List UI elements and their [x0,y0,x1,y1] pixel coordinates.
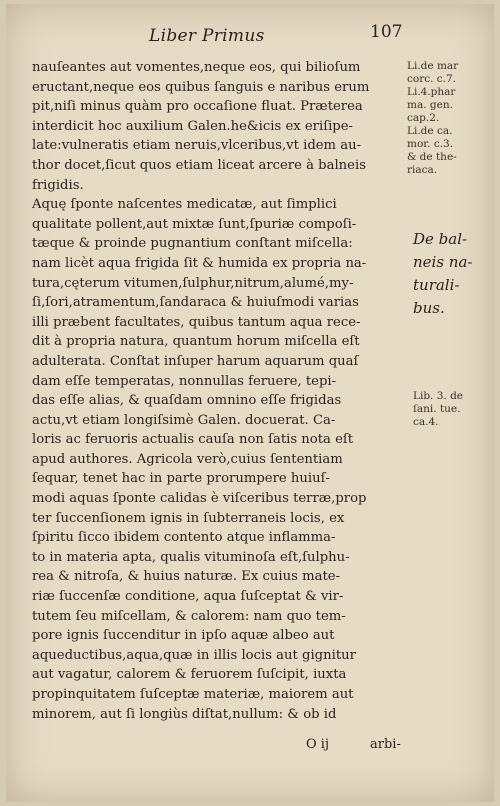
text-line: loris ac feruoris actualis cauſa non ſatis nota eſt [32,432,354,448]
text-line: frigidis. [32,177,84,193]
text-line: illi præbent facultates, quibus tantum aqua rece- [32,314,361,330]
text-line: aqueductibus,aqua,quæ in illis locis aut gignitur [32,647,356,663]
text-line: qualitate pollent,aut mixtæ ſunt,ſpuriæ compoſi- [32,216,357,232]
text-line: thor docet,ſicut quos etiam liceat arcere à balneis [32,157,366,173]
text-line: propinquitatem ſuſceptæ materiæ, maiorem aut [32,687,354,702]
text-line: nauſeantes aut vomentes,neque eos, qui bilioſum [32,60,361,75]
running-head: Liber Primus [149,26,265,46]
margin-line: Li.4.phar [407,86,456,98]
text-line: interdicit hoc auxilium Galen.he&icis ex eriſipe- [32,118,354,134]
text-line: to in materia apta, qualis vituminoſa eſt,ſulphu- [32,549,350,565]
margin-line: neis na- [413,253,473,271]
text-line: ſequar, tenet hac in parte prorumpere huiuſ- [32,471,330,487]
text-line: minorem, aut ſi longiùs diſtat,nullum: & ob id [32,706,337,722]
margin-line: & de the- [407,151,457,163]
margin-line: Lib. 3. de [413,390,464,402]
text-line: modi aquas ſponte calidas è viſceribus terræ,prop [32,491,367,507]
text-line: das eſſe alias, & quaſdam omnino eſſe frigidas [32,393,342,409]
text-line: nam licèt aqua frigida ſit & humida ex propria na- [32,255,367,271]
margin-line: bus. [413,299,445,317]
text-line: tura,cęterum vitumen,ſulphur,nitrum,alumé,my- [32,275,354,291]
text-line: rea & nitroſa, & huius naturæ. Ex cuius mate- [32,569,341,585]
text-line: aut vagatur, calorem & feruorem ſuſcipit, iuxta [32,667,347,683]
text-line: ter ſuccenſionem ignis in ſubterraneis locis, ex [32,510,345,526]
page-number: 107 [370,22,403,42]
text-line: actu,vt etiam longiſsimè Galen. docuerat. Ca- [32,412,336,428]
text-line: tæque & proinde pugnantium conſtant miſcella: [32,236,353,252]
text-line: late:vulneratis etiam neruis,vlceribus,vt idem au- [32,138,362,154]
catchword: arbi- [370,737,401,752]
margin-line: mor. c.3. [407,138,454,150]
text-line: eructant,neque eos quibus ſanguis e naribus erum [32,79,370,95]
text-line: adulterata. Conſtat inſuper harum aquarum quaſ [32,353,359,369]
margin-line: corc. c.7. [407,73,457,85]
page [6,4,494,802]
text-line: Aquę ſponte naſcentes medicatæ, aut ſimplici [32,197,337,213]
text-line: riæ ſuccenſæ conditione, aqua ſuſceptat & vir- [32,589,344,605]
text-line: ſi,ſori,atramentum,ſandaraca & huiuſmodi varias [32,295,359,311]
text-line: apud authores. Agricola verò,cuius ſententiam [32,451,343,467]
margin-note-reference [413,390,463,429]
text-line: pit,niſi minus quàm pro occaſione fluat. Præterea [32,99,363,115]
margin-line: Li.de ca. [407,125,453,137]
main-text [32,58,410,724]
text-line: ſpiritu ſicco ibidem contento atque inflamma- [32,530,336,546]
margin-line: De bal- [413,230,468,248]
signature-mark: O ij [306,737,329,752]
text-line: tutem ſeu miſcellam, & calorem: nam quo tem- [32,608,346,624]
margin-line: riaca. [407,164,438,176]
margin-line: cap.2. [407,112,440,124]
text-line: dam eſſe temperatas, nonnullas feruere, tepi- [32,373,337,389]
margin-line: ſani. tue. [413,403,461,415]
margin-line: Li.de mar [407,60,459,72]
margin-line: ma. gen. [407,99,453,111]
text-line: dit à propria natura, quantum horum miſcella eſt [32,334,360,350]
margin-title [413,228,472,320]
margin-line: turali- [413,276,460,294]
text-line: pore ignis ſuccenditur in ipſo aquæ albeo aut [32,628,335,644]
margin-note-references [407,60,458,177]
margin-line: ca.4. [413,416,439,428]
